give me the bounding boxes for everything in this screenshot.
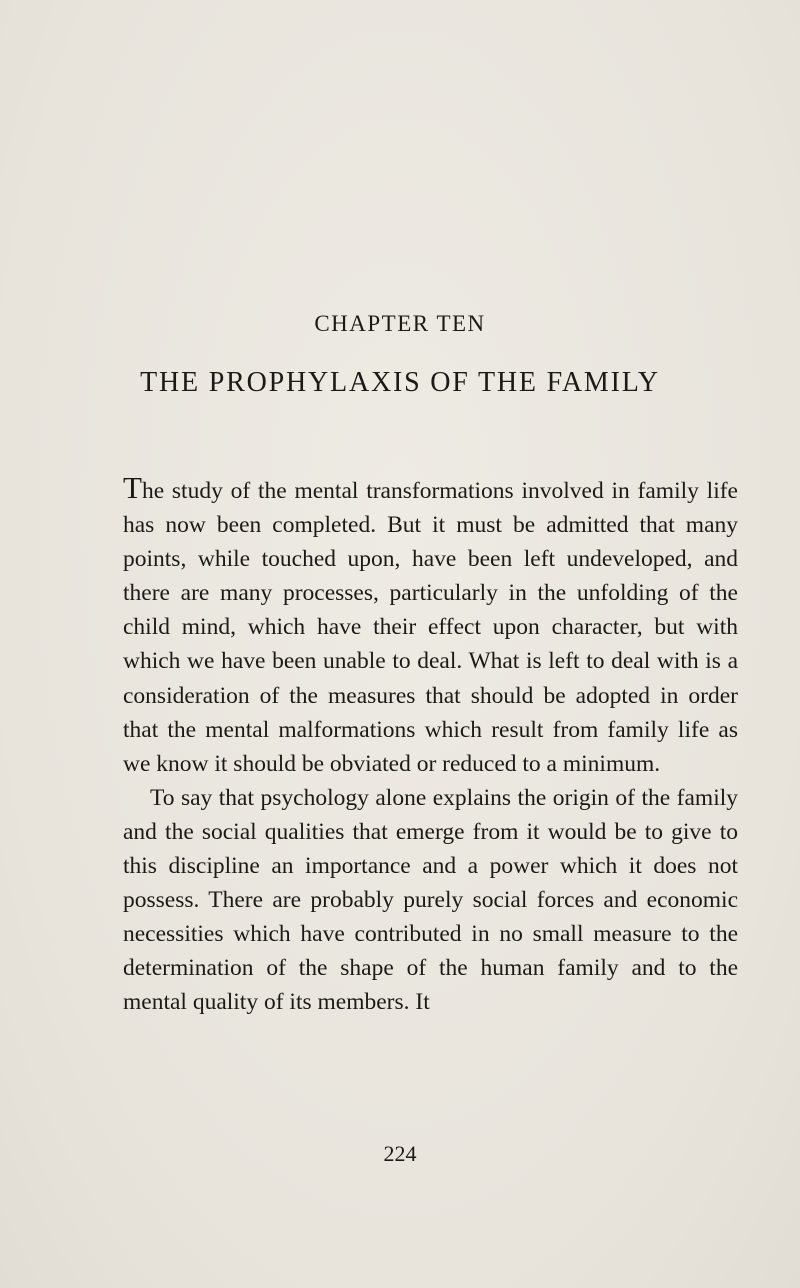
paragraph-2: To say that psychology alone explains the origin of the family and the social qualities that emerge from it would be to give to this discipline an importance and a power which it does not possess. There are probably purely social forces and economic necessities which have contributed in no small measure to the determination of the shape of the human family and to the mental quality of its members. It <box>123 784 738 1016</box>
chapter-label: CHAPTER TEN <box>314 311 486 336</box>
body-text <box>123 470 738 1020</box>
paragraph-1 <box>123 470 738 781</box>
chapter-title: THE PROPHYLAXIS OF THE FAMILY <box>140 367 660 398</box>
drop-cap: T <box>123 470 142 505</box>
paragraph-1-text: he study of the mental transformations involved in family life has now been completed. But it must be admitted that many points, while touched upon, have been left undeveloped, and there are many processes, particularly in the unfolding of the child mind, which have their effect upon character, but with which we have been unable to deal. What is left to deal with is a consideration of the measures that should be adopted in order that the mental malformations which result from family life as we know it should be obviated or reduced to a minimum. <box>123 478 738 777</box>
page-number: 224 <box>383 1141 417 1166</box>
